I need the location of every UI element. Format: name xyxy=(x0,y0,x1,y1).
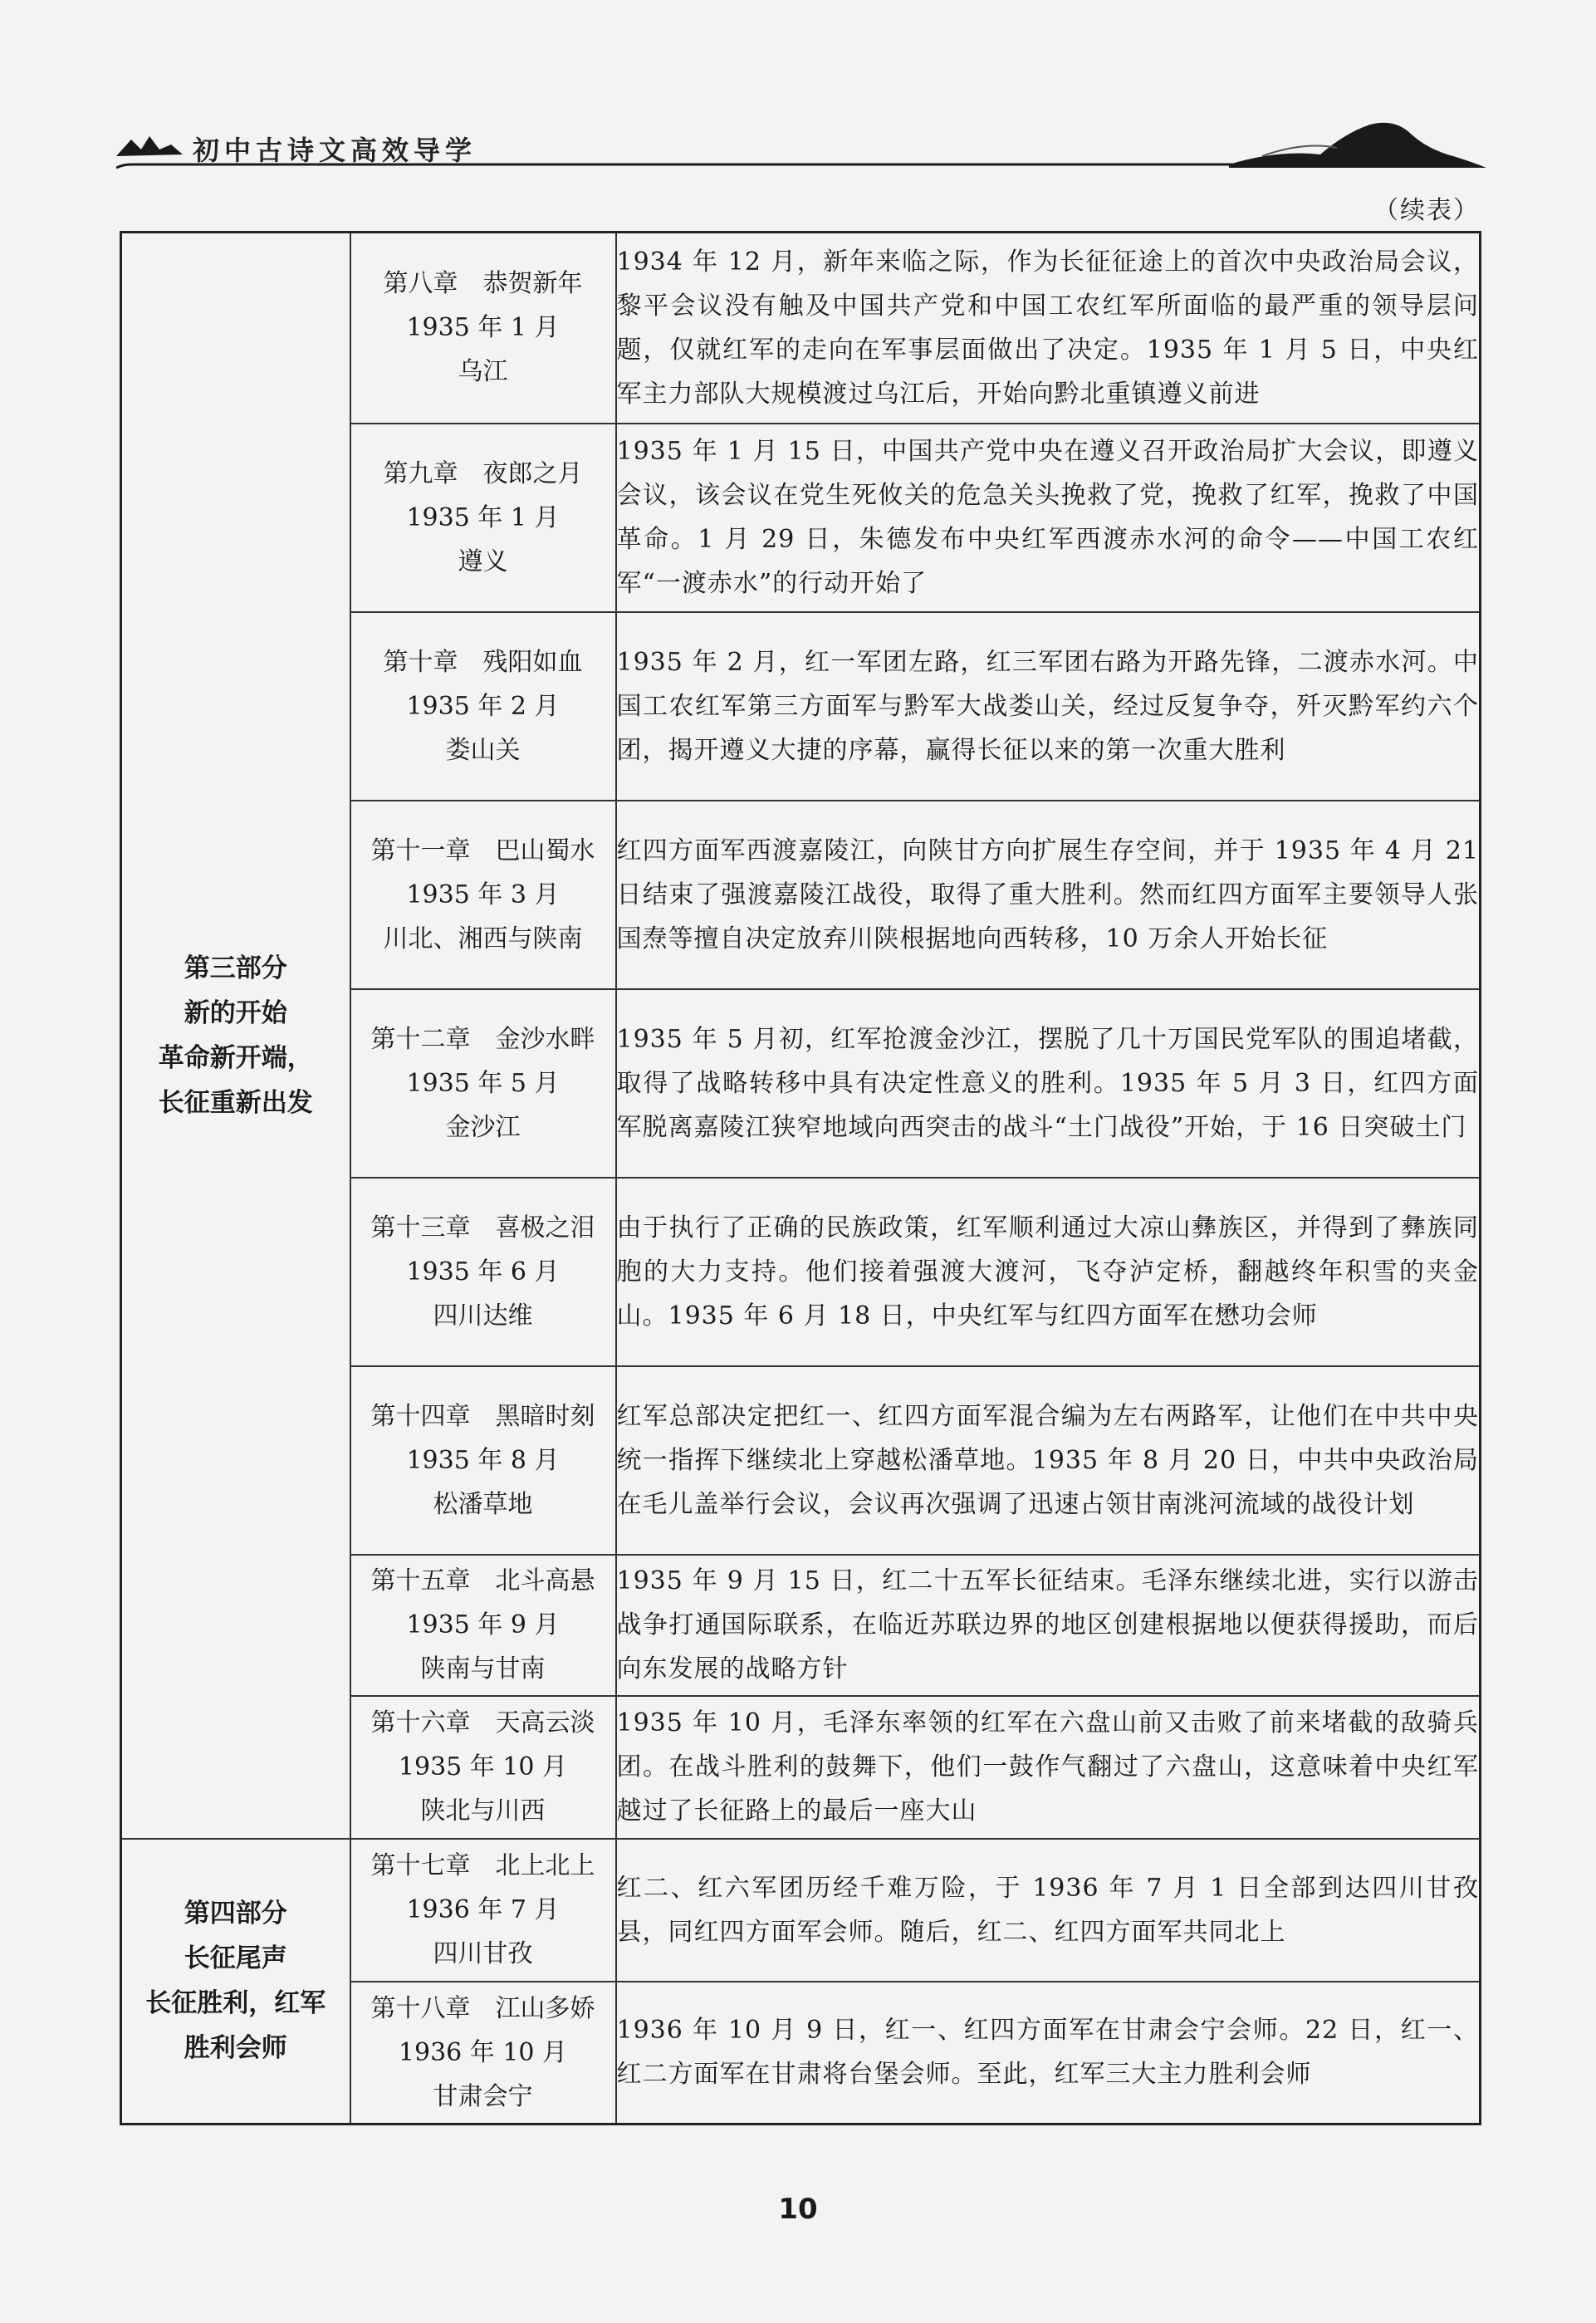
chapter-description: 1935 年 10 月，毛泽东率领的红军在六盘山前又击败了前来堵截的敌骑兵团。在战斗胜利的鼓舞下，他们一鼓作气翻过了六盘山，这意味着中央红军越过了长征路上的最后一座大山 xyxy=(616,1696,1481,1839)
table-row xyxy=(121,1839,1481,1982)
chapter-title: 第十七章 北上北上 xyxy=(370,1851,595,1880)
chapter-cell xyxy=(350,989,616,1178)
chapter-date: 1935 年 9 月 xyxy=(406,1610,560,1639)
chapter-description: 1935 年 9 月 15 日，红二十五军长征结束。毛泽东继续北进，实行以游击战争打通国际联系，在临近苏联边界的地区创建根据地以便获得援助，而后向东发展的战略方针 xyxy=(616,1555,1481,1696)
chapter-date: 1935 年 2 月 xyxy=(406,691,560,721)
part-theme: 革命新开端， xyxy=(158,1042,313,1073)
chapter-description: 1935 年 5 月初，红军抢渡金沙江，摆脱了几十万国民党军队的围追堵截，取得了战略转移中具有决定性意义的胜利。1935 年 5 月 3 日，红四方面军脱离嘉陵江狭窄地域向西突击的战斗“土门战役”开始，于 16 日突破土门 xyxy=(616,989,1481,1178)
page-header xyxy=(116,116,1486,183)
continued-label: （续表） xyxy=(1373,196,1480,225)
chapter-place: 乌江 xyxy=(458,357,508,387)
part-theme: 胜利会师 xyxy=(184,2033,287,2064)
chapter-description: 红四方面军西渡嘉陵江，向陕甘方向扩展生存空间，并于 1935 年 4 月 21 日结束了强渡嘉陵江战役，取得了重大胜利。然而红四方面军主要领导人张国焘等擅自决定放弃川陕根据地向西转移，10 万余人开始长征 xyxy=(616,801,1481,989)
chapter-description: 由于执行了正确的民族政策，红军顺利通过大凉山彝族区，并得到了彝族同胞的大力支持。他们接着强渡大渡河，飞夺泸定桥，翻越终年积雪的夹金山。1935 年 6 月 18 日，中央红军与红四方面军在懋功会师 xyxy=(616,1178,1481,1366)
chapter-date: 1935 年 3 月 xyxy=(406,880,560,909)
chapter-cell xyxy=(350,1696,616,1839)
chapter-description: 红二、红六军团历经千难万险，于 1936 年 7 月 1 日全部到达四川甘孜县，同红四方面军会师。随后，红二、红四方面军共同北上 xyxy=(616,1839,1481,1982)
chapter-date: 1935 年 1 月 xyxy=(406,502,560,532)
chapter-cell xyxy=(350,1839,616,1982)
chapter-title: 第十三章 喜极之泪 xyxy=(370,1213,595,1242)
chapter-place: 川北、湘西与陕南 xyxy=(383,924,583,953)
chapter-date: 1935 年 8 月 xyxy=(406,1445,560,1475)
chapter-place: 陕南与甘南 xyxy=(420,1654,546,1683)
chapter-date: 1935 年 1 月 xyxy=(406,313,560,343)
chapter-title: 第十二章 金沙水畔 xyxy=(370,1024,595,1054)
part-cell xyxy=(121,233,350,1839)
chapter-cell xyxy=(350,612,616,801)
chapter-title: 第十五章 北斗高悬 xyxy=(370,1566,595,1595)
chapter-cell xyxy=(350,233,616,424)
chapter-title: 第八章 恭贺新年 xyxy=(383,269,583,299)
chapter-cell xyxy=(350,1366,616,1555)
chapter-place: 四川达维 xyxy=(433,1301,533,1331)
chapter-description: 1935 年 1 月 15 日，中国共产党中央在遵义召开政治局扩大会议，即遵义会议，该会议在党生死攸关的危急关头挽救了党，挽救了红军，挽救了中国革命。1 月 29 日，朱德发布中央红军西渡赤水河的命令——中国工农红军“一渡赤水”的行动开始了 xyxy=(616,424,1481,612)
chapter-title: 第十四章 黑暗时刻 xyxy=(370,1401,595,1431)
chapter-date: 1936 年 10 月 xyxy=(398,2037,568,2067)
chapter-title: 第十八章 江山多娇 xyxy=(370,1993,595,2023)
chapter-date: 1935 年 6 月 xyxy=(406,1257,560,1286)
chapter-date: 1935 年 5 月 xyxy=(406,1068,560,1098)
page-number: 10 xyxy=(778,2193,818,2226)
chapter-description: 红军总部决定把红一、红四方面军混合编为左右两路军，让他们在中共中央统一指挥下继续北上穿越松潘草地。1935 年 8 月 20 日，中共中央政治局在毛儿盖举行会议，会议再次强调了迅速占领甘南洮河流域的战役计划 xyxy=(616,1366,1481,1555)
long-march-table xyxy=(120,231,1481,2125)
chapter-place: 娄山关 xyxy=(445,735,521,765)
chapter-date: 1935 年 10 月 xyxy=(398,1752,568,1781)
part-title: 第四部分 xyxy=(184,1899,287,1929)
part-title: 第三部分 xyxy=(184,953,287,983)
chapter-title: 第十一章 巴山蜀水 xyxy=(370,836,595,865)
chapter-date: 1936 年 7 月 xyxy=(406,1895,560,1924)
chapter-place: 陕北与川西 xyxy=(420,1796,546,1826)
chapter-cell xyxy=(350,1178,616,1366)
part-theme: 长征胜利，红军 xyxy=(145,1988,326,2019)
chapter-place: 甘肃会宁 xyxy=(433,2081,533,2111)
part-subtitle: 新的开始 xyxy=(184,997,287,1028)
chapter-title: 第十章 残阳如血 xyxy=(383,647,583,677)
chapter-cell xyxy=(350,1982,616,2125)
chapter-place: 遵义 xyxy=(458,546,508,576)
chapter-cell xyxy=(350,1555,616,1696)
chapter-title: 第十六章 天高云淡 xyxy=(370,1708,595,1737)
part-cell xyxy=(121,1839,350,2125)
chapter-description: 1934 年 12 月，新年来临之际，作为长征征途上的首次中央政治局会议，黎平会议没有触及中国共产党和中国工农红军所面临的最严重的领导层问题，仅就红军的走向在军事层面做出了决定。1935 年 1 月 5 日，中央红军主力部队大规模渡过乌江后，开始向黔北重镇遵义前进 xyxy=(616,233,1481,424)
part-theme: 长征重新出发 xyxy=(158,1087,313,1118)
part-subtitle: 长征尾声 xyxy=(184,1943,287,1974)
chapter-description: 1935 年 2 月，红一军团左路，红三军团右路为开路先锋，二渡赤水河。中国工农红军第三方面军与黔军大战娄山关，经过反复争夺，歼灭黔军约六个团，揭开遵义大捷的序幕，赢得长征以来的第一次重大胜利 xyxy=(616,612,1481,801)
table-row xyxy=(121,233,1481,424)
chapter-title: 第九章 夜郎之月 xyxy=(383,458,583,488)
chapter-cell xyxy=(350,424,616,612)
chapter-description: 1936 年 10 月 9 日，红一、红四方面军在甘肃会宁会师。22 日，红一、红二方面军在甘肃将台堡会师。至此，红军三大主力胜利会师 xyxy=(616,1982,1481,2125)
chapter-place: 松潘草地 xyxy=(433,1489,533,1519)
book-title: 初中古诗文高效导学 xyxy=(193,135,477,166)
chapter-place: 金沙江 xyxy=(445,1112,521,1142)
chapter-place: 四川甘孜 xyxy=(433,1939,533,1968)
chapter-cell xyxy=(350,801,616,989)
